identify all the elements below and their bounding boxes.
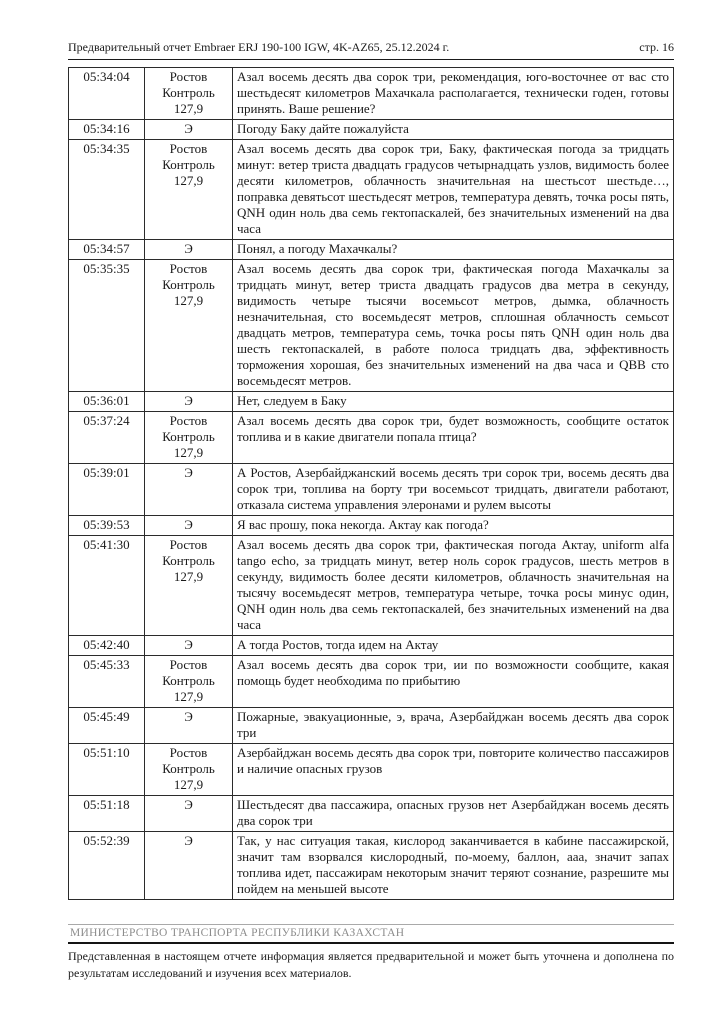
transcript-table [68, 67, 674, 900]
table-row [69, 536, 674, 636]
timestamp-cell: 05:41:30 [69, 536, 145, 636]
speaker-cell: Ростов Контроль 127,9 [145, 140, 233, 240]
report-title: Предварительный отчет Embraer ERJ 190-100 IGW, 4K-AZ65, 25.12.2024 г. [68, 40, 450, 54]
table-row [69, 656, 674, 708]
message-cell: Азал восемь десять два сорок три, фактическая погода Актау, uniform alfa tango echo, за тридцать минут, ветер ноль сорок градусов, шесть метров в секунду, видимость более десяти километров, облачность значительная на тысячу восемьдесят метров, температура четыре, точка росы минус один, QNH один ноль два семь гектопаскалей, без значительных изменений на два часа [233, 536, 674, 636]
message-cell: Азал восемь десять два сорок три, будет возможность, сообщите остаток топлива и в какие двигатели попала птица? [233, 412, 674, 464]
speaker-cell: Э [145, 464, 233, 516]
message-cell: Я вас прошу, пока некогда. Актау как погода? [233, 516, 674, 536]
speaker-cell: Э [145, 516, 233, 536]
message-cell: Пожарные, эвакуационные, э, врача, Азербайджан восемь десять два сорок три [233, 708, 674, 744]
timestamp-cell: 05:52:39 [69, 832, 145, 900]
speaker-cell: Ростов Контроль 127,9 [145, 536, 233, 636]
message-cell: Азал восемь десять два сорок три, Баку, фактическая погода за тридцать минут: ветер триста двадцать градусов четырнадцать узлов, видимость более десяти километров, облачность значительная на шестьсот шестьде…, поправка девятьсот шестьдесят метров, температура девять, точка росы пять, QNH один ноль два семь гектопаскалей, без значительных изменений на два часа [233, 140, 674, 240]
message-cell: Нет, следуем в Баку [233, 392, 674, 412]
timestamp-cell: 05:45:49 [69, 708, 145, 744]
page-number: стр. 16 [639, 40, 674, 54]
timestamp-cell: 05:34:57 [69, 240, 145, 260]
table-row [69, 516, 674, 536]
speaker-cell: Э [145, 708, 233, 744]
table-row [69, 464, 674, 516]
table-row [69, 832, 674, 900]
timestamp-cell: 05:51:10 [69, 744, 145, 796]
table-row [69, 744, 674, 796]
page-content [68, 40, 674, 900]
transcript-body [69, 68, 674, 900]
page-header [68, 40, 674, 60]
timestamp-cell: 05:39:53 [69, 516, 145, 536]
speaker-cell: Э [145, 392, 233, 412]
speaker-cell: Ростов Контроль 127,9 [145, 744, 233, 796]
disclaimer-text: Представленная в настоящем отчете информация является предварительной и может быть уточнена и дополнена по результатам исследований и изучения всех материалов. [68, 949, 674, 980]
timestamp-cell: 05:37:24 [69, 412, 145, 464]
timestamp-cell: 05:34:04 [69, 68, 145, 120]
speaker-cell: Э [145, 240, 233, 260]
table-row [69, 140, 674, 240]
message-cell: Понял, а погоду Махачкалы? [233, 240, 674, 260]
speaker-cell: Ростов Контроль 127,9 [145, 656, 233, 708]
speaker-cell: Э [145, 120, 233, 140]
table-row [69, 796, 674, 832]
footer-divider [68, 942, 674, 944]
timestamp-cell: 05:51:18 [69, 796, 145, 832]
message-cell: А тогда Ростов, тогда идем на Актау [233, 636, 674, 656]
message-cell: Азал восемь десять два сорок три, фактическая погода Махачкалы за тридцать минут, ветер триста двадцать градусов два метра в секунду, видимость четыре тысячи восемьсот метров, дымка, облачность незначительная, сто восемьдесят метров, сплошная облачность семьсот двадцать метров, температура семь, точка росы пять QNH один ноль два шесть гектопаскалей, в работе полоса тридцать два, эффективность торможения хорошая, без значительных изменений на два часа и QBB сто восемьдесят метров. [233, 260, 674, 392]
speaker-cell: Ростов Контроль 127,9 [145, 68, 233, 120]
message-cell: Так, у нас ситуация такая, кислород заканчивается в кабине пассажирской, значит там взорвался кислородный, по-моему, баллон, ааа, значит запах топлива идет, пассажирам некоторым значит теряют сознание, разрешите мы пойдем на меньшей высоте [233, 832, 674, 900]
ministry-label: МИНИСТЕРСТВО ТРАНСПОРТА РЕСПУБЛИКИ КАЗАХСТАН [68, 924, 674, 942]
speaker-cell: Ростов Контроль 127,9 [145, 412, 233, 464]
table-row [69, 636, 674, 656]
timestamp-cell: 05:39:01 [69, 464, 145, 516]
table-row [69, 412, 674, 464]
message-cell: Азал восемь десять два сорок три, ии по возможности сообщите, какая помощь будет необходима по прибытию [233, 656, 674, 708]
timestamp-cell: 05:34:35 [69, 140, 145, 240]
message-cell: Азербайджан восемь десять два сорок три, повторите количество пассажиров и наличие опасных грузов [233, 744, 674, 796]
speaker-cell: Э [145, 832, 233, 900]
speaker-cell: Э [145, 796, 233, 832]
table-row [69, 392, 674, 412]
table-row [69, 68, 674, 120]
message-cell: А Ростов, Азербайджанский восемь десять три сорок три, восемь десять два сорок три, топлива на борту три восемьсот тридцать, двигатели работают, отказала система управления элеронами и рулем высоты [233, 464, 674, 516]
timestamp-cell: 05:45:33 [69, 656, 145, 708]
timestamp-cell: 05:42:40 [69, 636, 145, 656]
table-row [69, 260, 674, 392]
timestamp-cell: 05:36:01 [69, 392, 145, 412]
timestamp-cell: 05:35:35 [69, 260, 145, 392]
message-cell: Погоду Баку дайте пожалуйста [233, 120, 674, 140]
table-row [69, 240, 674, 260]
page-footer [68, 924, 674, 981]
table-row [69, 120, 674, 140]
speaker-cell: Э [145, 636, 233, 656]
table-row [69, 708, 674, 744]
message-cell: Шестьдесят два пассажира, опасных грузов нет Азербайджан восемь десять два сорок три [233, 796, 674, 832]
speaker-cell: Ростов Контроль 127,9 [145, 260, 233, 392]
message-cell: Азал восемь десять два сорок три, рекомендация, юго-восточнее от вас сто шестьдесят километров Махачкала располагается, технически годен, готовы принять. Ваше решение? [233, 68, 674, 120]
timestamp-cell: 05:34:16 [69, 120, 145, 140]
